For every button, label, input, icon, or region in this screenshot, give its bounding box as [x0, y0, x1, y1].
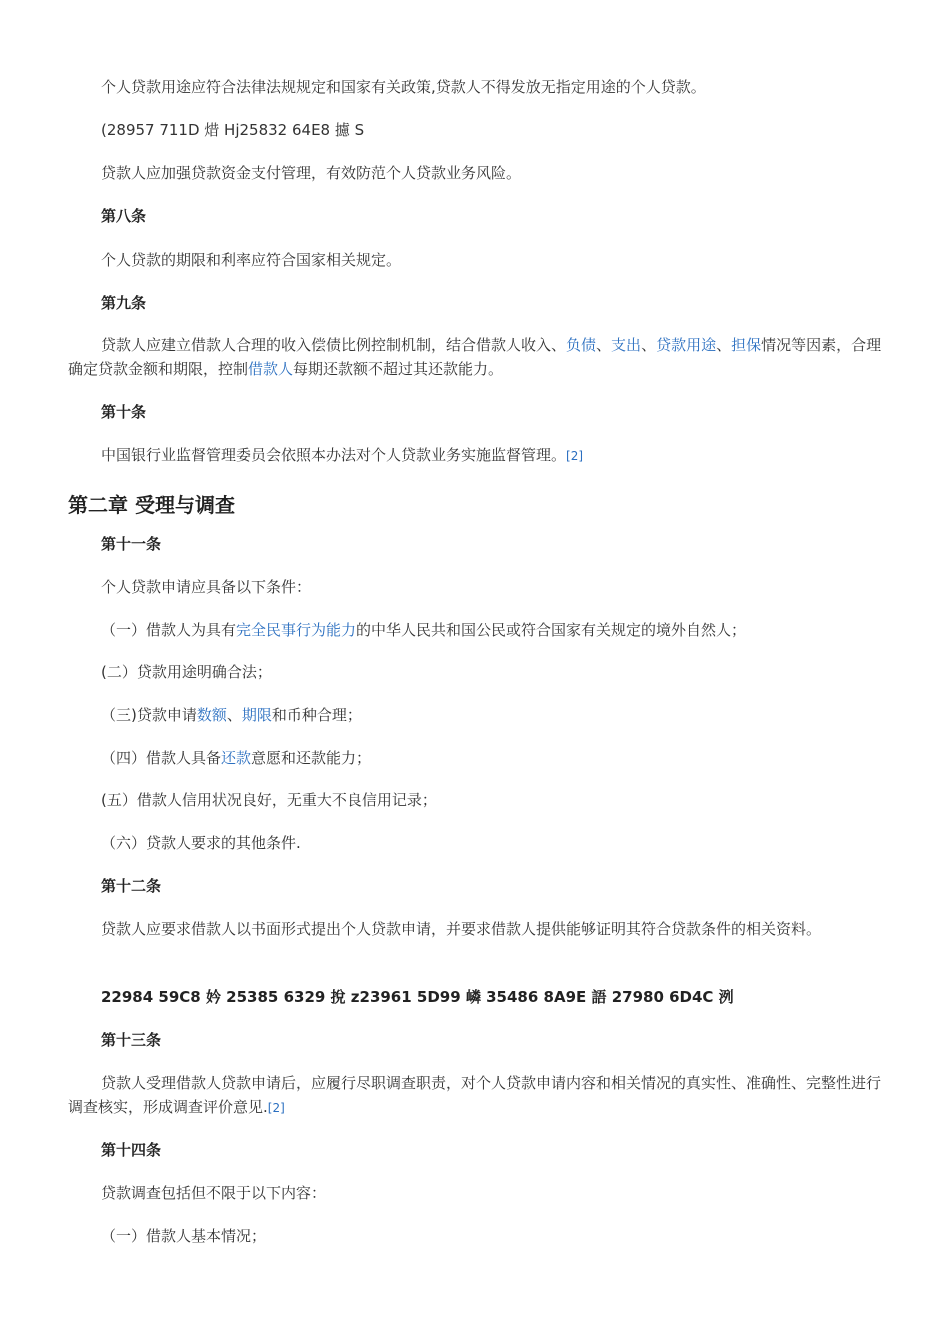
- article-13-heading: 第十三条: [101, 1031, 162, 1049]
- separator: 、: [226, 706, 242, 724]
- condition-item-2: (二）贷款用途明确合法；: [101, 663, 272, 681]
- article-14-heading: 第十四条: [101, 1141, 162, 1159]
- code-line-bold: 22984 59C8 妗 25385 6329 挩 z23961 5D99 嶙 35486 8A9E 語 27980 6D4C 洌: [101, 988, 734, 1006]
- link-guarantee[interactable]: 担保: [731, 336, 762, 354]
- paragraph-payment-management: 贷款人应加强贷款资金支付管理，有效防范个人贷款业务风险。: [101, 164, 522, 182]
- condition-item-3: [101, 703, 884, 727]
- paragraph-investigation-content: 贷款调查包括但不限于以下内容：: [101, 1184, 327, 1202]
- link-amount[interactable]: 数额: [196, 706, 227, 724]
- text-span: 中国银行业监督管理委员会依照本办法对个人贷款业务实施监督管理。: [101, 446, 567, 464]
- text-span: 情况等因素，合理确定贷款金额和期限，控制: [68, 336, 882, 378]
- link-repayment[interactable]: 还款: [221, 749, 252, 767]
- link-loan-purpose[interactable]: 贷款用途: [656, 336, 717, 354]
- article-12-heading: 第十二条: [101, 877, 162, 895]
- separator: 、: [641, 336, 657, 354]
- condition-item-4: [101, 746, 884, 770]
- link-expenditure[interactable]: 支出: [611, 336, 642, 354]
- text-span: 每期还款额不超过其还款能力。: [293, 360, 504, 378]
- paragraph-term-rate: 个人贷款的期限和利率应符合国家相关规定。: [101, 251, 402, 269]
- link-borrower[interactable]: 借款人: [248, 360, 294, 378]
- paragraph-repayment-ratio: [68, 333, 884, 381]
- article-10-heading: 第十条: [101, 403, 147, 421]
- separator: 、: [716, 336, 732, 354]
- link-term[interactable]: 期限: [241, 706, 272, 724]
- link-civil-capacity[interactable]: 完全民事行为能力: [236, 621, 357, 639]
- reference-link[interactable]: [2]: [267, 1101, 285, 1115]
- article-8-heading: 第八条: [101, 207, 147, 225]
- separator: 、: [596, 336, 612, 354]
- paragraph-loan-purpose: 个人贷款用途应符合法律法规规定和国家有关政策,贷款人不得发放无指定用途的个人贷款。: [101, 78, 706, 96]
- article-11-heading: 第十一条: [101, 535, 162, 553]
- condition-item-5: (五）借款人信用状况良好，无重大不良信用记录；: [101, 791, 437, 809]
- text-span: （三)贷款申请: [101, 706, 197, 724]
- investigation-item-1: （一）借款人基本情况；: [101, 1227, 267, 1245]
- text-span: 意愿和还款能力；: [251, 749, 372, 767]
- reference-link[interactable]: [2]: [566, 449, 584, 463]
- text-span: （一）借款人为具有: [101, 621, 237, 639]
- paragraph-written-application: 贷款人应要求借款人以书面形式提出个人贷款申请，并要求借款人提供能够证明其符合贷款条件的相关资料。: [101, 920, 822, 938]
- text-span: 的中华人民共和国公民或符合国家有关规定的境外自然人；: [356, 621, 747, 639]
- condition-item-1: [101, 618, 884, 642]
- text-span: 和币种合理；: [271, 706, 362, 724]
- condition-item-6: （六）贷款人要求的其他条件.: [101, 834, 301, 852]
- link-liability[interactable]: 负债: [566, 336, 597, 354]
- code-line: (28957 711D 焟 Hj25832 64E8 攄 S: [101, 121, 365, 139]
- text-span: （四）借款人具备: [101, 749, 222, 767]
- article-9-heading: 第九条: [101, 294, 147, 312]
- paragraph-conditions-intro: 个人贷款申请应具备以下条件：: [101, 578, 312, 596]
- text-span: 贷款人受理借款人贷款申请后，应履行尽职调查职责，对个人贷款申请内容和相关情况的真实性、准确性、完整性进行调查核实，形成调查评价意见.: [68, 1074, 882, 1116]
- text-span: 贷款人应建立借款人合理的收入偿债比例控制机制，结合借款人收入、: [101, 336, 567, 354]
- chapter-2-heading: 第二章 受理与调查: [68, 493, 235, 517]
- paragraph-due-diligence: [68, 1071, 884, 1120]
- paragraph-supervision: [101, 443, 884, 468]
